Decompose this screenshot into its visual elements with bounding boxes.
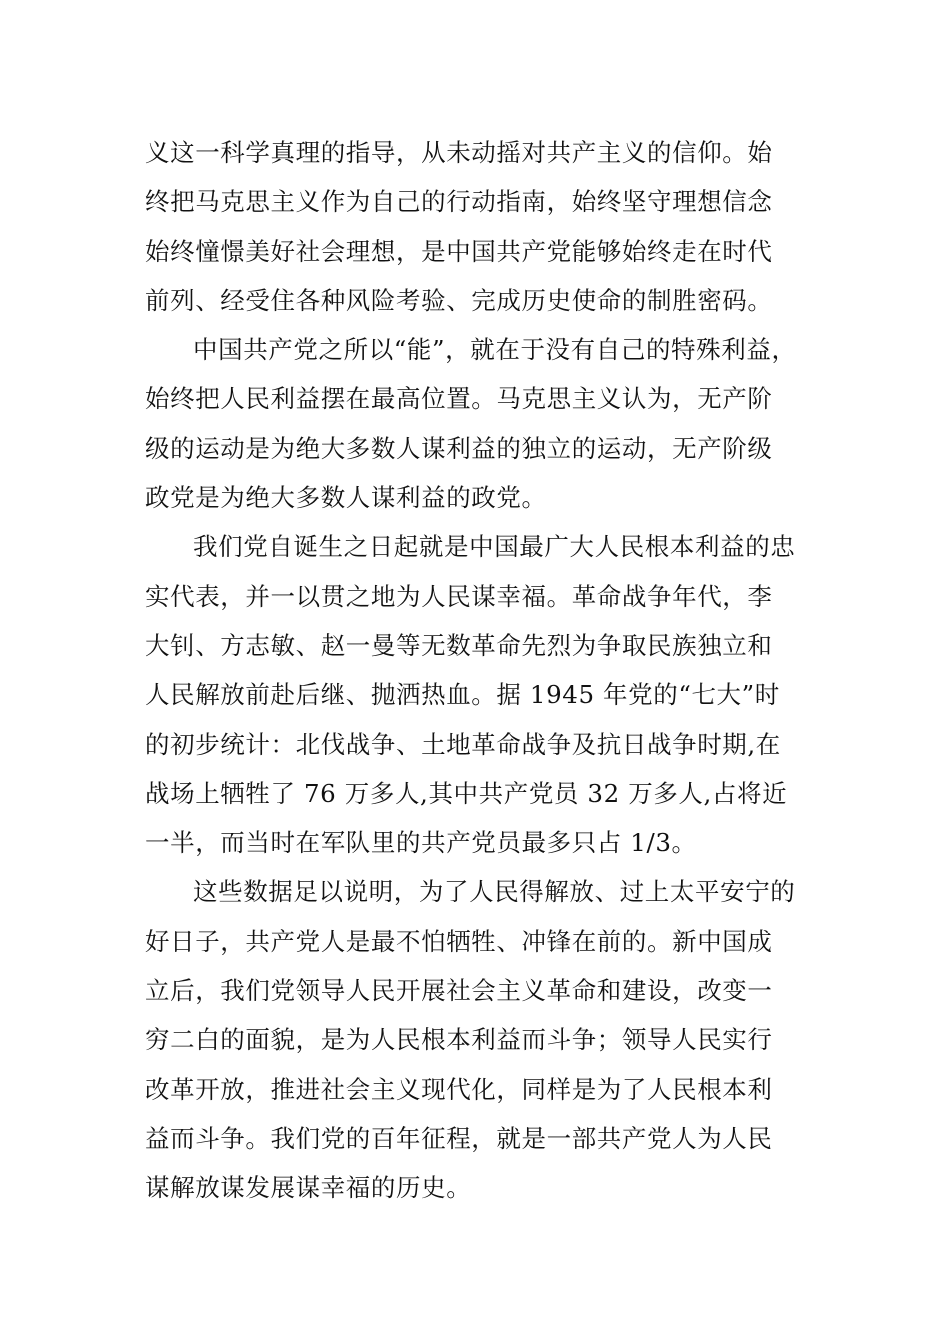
paragraph-2 bbox=[145, 325, 810, 522]
text-line: 终把马克思主义作为自己的行动指南，始终坚守理想信念 bbox=[145, 187, 773, 217]
text-line: 这些数据足以说明，为了人民得解放、过上太平安宁的 bbox=[193, 877, 796, 907]
document-body bbox=[145, 128, 810, 1213]
text-line: 战场上牺牲了 76 万多人,其中共产党员 32 万多人,占将近 bbox=[145, 778, 788, 808]
paragraph-3 bbox=[145, 522, 810, 867]
text-line: 益而斗争。我们党的百年征程，就是一部共产党人为人民 bbox=[145, 1123, 773, 1153]
text-line: 前列、经受住各种风险考验、完成历史使命的制胜密码。 bbox=[145, 285, 773, 315]
text-line: 级的运动是为绝大多数人谋利益的独立的运动，无产阶级 bbox=[145, 433, 773, 463]
text-line: 义这一科学真理的指导，从未动摇对共产主义的信仰。始 bbox=[145, 138, 773, 167]
text-line: 人民解放前赴后继、抛洒热血。据 1945 年党的“七大”时 bbox=[145, 680, 780, 710]
text-line: 中国共产党之所以“能”，就在于没有自己的特殊利益， bbox=[193, 335, 797, 365]
text-line: 我们党自诞生之日起就是中国最广大人民根本利益的忠 bbox=[193, 532, 796, 562]
text-line: 大钊、方志敏、赵一曼等无数革命先烈为争取民族独立和 bbox=[145, 630, 773, 660]
text-line: 谋解放谋发展谋幸福的历史。 bbox=[145, 1173, 472, 1203]
paragraph-4 bbox=[145, 867, 810, 1212]
text-line: 穷二白的面貌，是为人民根本利益而斗争；领导人民实行 bbox=[145, 1025, 773, 1055]
text-line: 改革开放，推进社会主义现代化，同样是为了人民根本利 bbox=[145, 1074, 773, 1104]
text-line: 实代表，并一以贯之地为人民谋幸福。革命战争年代，李 bbox=[145, 581, 773, 611]
paragraph-1 bbox=[145, 128, 810, 325]
text-line: 政党是为绝大多数人谋利益的政党。 bbox=[145, 483, 547, 513]
text-line: 始终把人民利益摆在最高位置。马克思主义认为，无产阶 bbox=[145, 384, 773, 414]
text-line: 立后，我们党领导人民开展社会主义革命和建设，改变一 bbox=[145, 976, 773, 1006]
text-line: 的初步统计：北伐战争、土地革命战争及抗日战争时期,在 bbox=[145, 729, 781, 759]
text-line: 好日子，共产党人是最不怕牺牲、冲锋在前的。新中国成 bbox=[145, 926, 773, 956]
text-line: 始终憧憬美好社会理想，是中国共产党能够始终走在时代 bbox=[145, 236, 773, 266]
text-line: 一半，而当时在军队里的共产党员最多只占 1/3。 bbox=[145, 828, 697, 858]
